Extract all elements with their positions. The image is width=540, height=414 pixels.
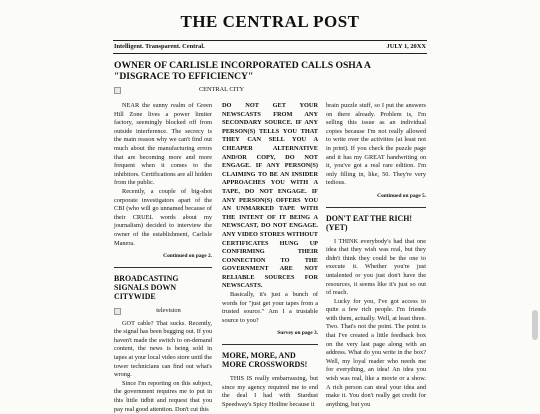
divider bbox=[222, 344, 318, 345]
broadcast-paragraph: Since I'm reporting on this subject, the government requires me to put in this little tidbit and request that you pay real good attention. Don't cut this bbox=[114, 379, 212, 413]
lead-photo-caption: CENTRAL CITY bbox=[198, 85, 245, 93]
masthead-rule-bottom bbox=[113, 53, 427, 54]
eat-headline: DON'T EAT THE RICH! (YET) bbox=[326, 213, 413, 232]
divider bbox=[114, 267, 212, 268]
issue-date: JULY 1, 20XX bbox=[386, 43, 426, 50]
crosswords-paragraph: THIS IS really embarrassing, but since my agency required me to end the deal I had with Stardust Speedway's Spicy Hotline because it bbox=[222, 375, 318, 408]
eat-paragraph: I THINK everybody's had that one idea that they wish was real, but they didn't think they could be the one to execute it. Whether you're just untalented or you just don't have the resources, it seems like it's just so out of reach. bbox=[326, 237, 426, 297]
broadcast-paragraph: GOT cable? That sucks. Recently, the signal has been bugging out. If you haven't made the switch to on-demand content, the news is being sold in tapes at your local video store until the tower technicians can find out what's wrong. bbox=[114, 319, 212, 379]
broadcast-photo bbox=[114, 307, 212, 317]
eat-paragraph: Lucky for you, I've got access to quite a few rich people. I'm friends with them, actually. Well, at least three. Two. That's not the point. The point is that I've created a little feedback box on the very last page along with an address. What do you write in the box? Well, my loyal reader who needs me for everything, an idea! An idea you wish was real, like a movie or a show. A rich person can steal your idea and make it. You don't really get credit for anything, but you bbox=[326, 297, 426, 408]
crosswords-headline: MORE, MORE, AND MORE CROSSWORDS! bbox=[222, 351, 308, 370]
notice-paragraph: Basically, it's just a bunch of words for "just get your tapes from a trusted source." Am I a trustable source to you? bbox=[222, 291, 318, 324]
column-3 bbox=[326, 85, 426, 409]
column-1 bbox=[114, 85, 245, 414]
lead-continued-link[interactable]: Continued on page 2. bbox=[163, 253, 212, 260]
divider bbox=[326, 207, 426, 208]
dateline bbox=[114, 43, 426, 53]
broken-image-icon bbox=[114, 87, 121, 94]
puzzle-paragraph: brain puzzle stuff, so I put the answers on there already. Problem is, I'm selling this issue as an individual copies because I'm not really allowed to write over the activities (at least not in print). If you check the puzzle page and it has my GREAT handwriting on it, you've got a real rare edition. I'm only filling in, like, 50. They're very tedious. bbox=[326, 102, 426, 187]
puzzle-continued-link[interactable]: Continued on page 5. bbox=[377, 192, 426, 199]
scrollbar-thumb[interactable] bbox=[532, 310, 538, 340]
column-2 bbox=[222, 85, 318, 409]
lead-paragraph: NEAR the sunny realm of Green Hill Zone lives a power limiter factory, seemingly blocked off from outside interference. The secrecy is the main reason why we can't find out much about the manufacturing errors that are becoming more and more frequent when it comes to the inhibitors. Certifications are all hidden from the public. bbox=[114, 102, 212, 187]
broadcast-headline: BROADCASTING SIGNALS DOWN CITYWIDE bbox=[114, 273, 179, 301]
government-notice bbox=[222, 102, 318, 291]
notice-text: DO NOT GET YOUR NEWSCASTS FROM ANY SECONDARY SOURCE. IF ANY PERSON(S) TELLS YOU THAT THEY CAN SELL YOU A CHEAPER ALTERNATIVE AND/OR COPY, DO NOT ENGAGE. IF ANY PERSON(S) CLAIMING TO BE AN INSIDER APPROACHES YOU WITH A TAPE, DO NOT ENGAGE. IF ANY PERSON(S) OFFERS YOU AN UNMARKED TAPE WITH THE INTENT OF IT BEING A NEWSCAST, DO NOT ENGAGE. ANY VIDEO STORES WITHOUT CERTIFICATES HUNG UP CONFIRMING THEIR CONNECTION TO THE GOVERNMENT ARE NOT RELIABLE SOURCES FOR NEWSCASTS. bbox=[222, 102, 318, 290]
lead-paragraph: Recently, a couple of big-shot corporate investigators apart of the CBI (who will go unnamed because of their CRUEL words about my journalism) decided to interview the owner of the establishment, Carlisle Manera. bbox=[114, 187, 212, 247]
survey-continued-link[interactable]: Survey on page 3. bbox=[277, 330, 318, 337]
lead-headline: OWNER OF CARLISLE INCORPORATED CALLS OSHA A "DISGRACE TO EFFICIENCY" bbox=[114, 60, 371, 82]
broadcast-photo-caption: television bbox=[156, 307, 181, 315]
masthead-rule-top bbox=[113, 40, 427, 41]
broken-image-icon bbox=[114, 308, 121, 315]
newspaper-title: THE CENTRAL POST bbox=[180, 12, 360, 31]
paper-motto: Intelligent. Transparent. Central. bbox=[114, 43, 205, 50]
